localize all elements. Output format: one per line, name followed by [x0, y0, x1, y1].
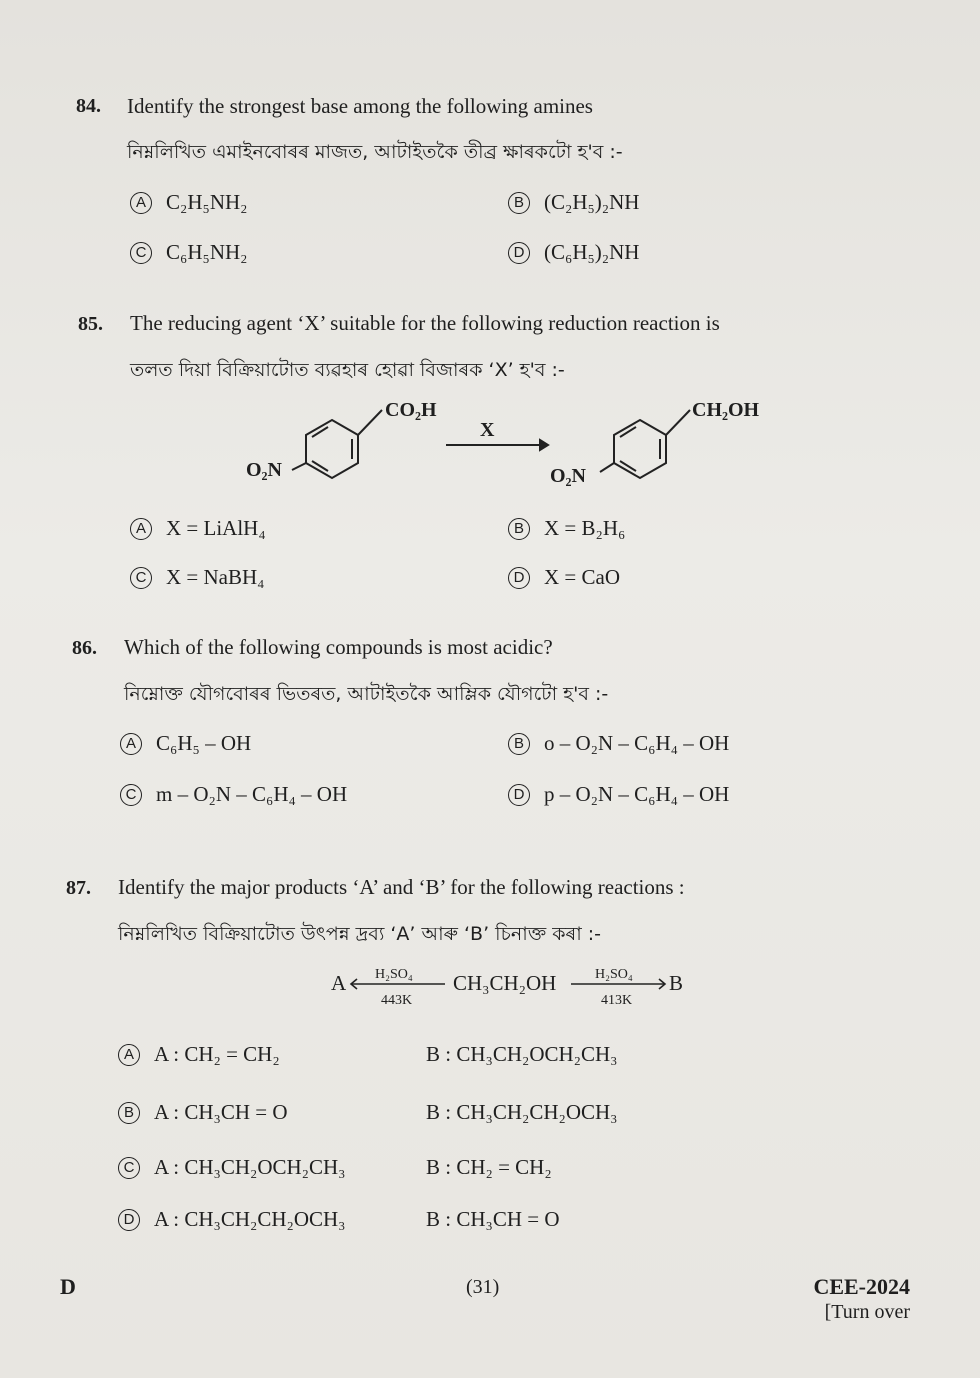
- product-benzene-ring: [600, 410, 690, 478]
- question-85-assamese: তলত দিয়া বিক্ৰিয়াটোত ব্যৱহাৰ হোৱা বিজাৰক ‘X’ হ'ব :-: [130, 359, 565, 381]
- option-text-a: A : CH₃CH = O: [154, 1100, 288, 1124]
- q86-option-d[interactable]: [508, 782, 729, 807]
- booklet-code: D: [60, 1274, 76, 1299]
- option-text-b: B : CH₃CH = O: [426, 1207, 560, 1231]
- q86-option-a[interactable]: [120, 731, 251, 756]
- question-86-text: Which of the following compounds is most acidic?: [124, 635, 553, 659]
- option-badge: C: [130, 242, 152, 264]
- q85-option-a[interactable]: [130, 516, 266, 541]
- option-text: p – O₂N – C₆H₄ – OH: [544, 782, 730, 806]
- option-badge: C: [118, 1157, 140, 1179]
- left-product-label: A: [331, 971, 347, 995]
- option-text-a: A : CH₃CH₂CH₂OCH₃: [154, 1207, 346, 1231]
- reactant-benzene-ring: [292, 410, 382, 478]
- reduction-reaction-diagram: [240, 392, 800, 502]
- q86-option-b[interactable]: [508, 731, 729, 756]
- q85-option-b[interactable]: [508, 516, 625, 541]
- option-text: C₆H₅ – OH: [156, 731, 252, 755]
- option-text-a: A : CH₂ = CH₂: [154, 1042, 280, 1066]
- option-badge: B: [508, 192, 530, 214]
- option-badge: D: [118, 1209, 140, 1231]
- option-text-b: B : CH₂ = CH₂: [426, 1155, 552, 1179]
- question-84-text: Identify the strongest base among the following amines: [127, 94, 593, 118]
- option-text: X = CaO: [544, 565, 621, 589]
- option-text: o – O₂N – C₆H₄ – OH: [544, 731, 730, 755]
- option-badge: D: [508, 242, 530, 264]
- right-product-label: B: [669, 971, 684, 995]
- question-86-number: 86.: [72, 637, 97, 659]
- option-text: (C₆H₅)₂NH: [544, 240, 640, 264]
- question-85-number: 85.: [78, 313, 103, 335]
- question-85-text: The reducing agent ‘X’ suitable for the following reduction reaction is: [130, 311, 720, 335]
- option-badge: C: [120, 784, 142, 806]
- product-substituent-left: O₂N: [550, 465, 586, 487]
- q84-option-d[interactable]: [508, 240, 639, 265]
- option-text: X = B₂H₆: [544, 516, 626, 540]
- option-badge: D: [508, 784, 530, 806]
- q87-option-a[interactable]: [118, 1042, 617, 1067]
- q87-option-c[interactable]: [118, 1155, 552, 1180]
- option-badge: A: [118, 1044, 140, 1066]
- option-text-a: A : CH₃CH₂OCH₂CH₃: [154, 1155, 346, 1179]
- q85-option-c[interactable]: [130, 565, 265, 590]
- option-text: (C₂H₅)₂NH: [544, 190, 640, 214]
- option-text: C₆H₅NH₂: [166, 240, 248, 264]
- question-84-assamese: নিম্নলিখিত এমাইনবোৰৰ মাজত, আটাইতকৈ তীব্ৰ ক্ষাৰকটো হ'ব :-: [127, 141, 623, 163]
- option-text: X = LiAlH₄: [166, 516, 266, 540]
- q87-option-d[interactable]: [118, 1207, 560, 1232]
- question-87-assamese: নিম্নলিখিত বিক্ৰিয়াটোত উৎপন্ন দ্ৰব্য ‘A’ আৰু ‘B’ চিনাক্ত কৰা :-: [118, 923, 602, 945]
- question-87-text: Identify the major products ‘A’ and ‘B’ for the following reactions :: [118, 875, 685, 899]
- option-text: C₂H₅NH₂: [166, 190, 248, 214]
- q84-option-b[interactable]: [508, 190, 639, 215]
- reactant-substituent-left: O₂N: [246, 459, 282, 481]
- q84-option-c[interactable]: [130, 240, 247, 265]
- option-text-b: B : CH₃CH₂OCH₂CH₃: [426, 1042, 618, 1066]
- exam-code: CEE-2024: [813, 1274, 910, 1299]
- question-86-assamese: নিম্নোক্ত যৌগবোৰৰ ভিতৰত, আটাইতকৈ আম্লিক যৌগটো হ'ব :-: [124, 683, 609, 705]
- q85-option-d[interactable]: [508, 565, 620, 590]
- option-badge: B: [508, 518, 530, 540]
- option-badge: A: [120, 733, 142, 755]
- reagent-label: X: [480, 419, 495, 441]
- reaction-arrow: [446, 440, 548, 450]
- q84-option-a[interactable]: [130, 190, 247, 215]
- ethanol-reaction-scheme: [325, 960, 705, 1012]
- option-badge: D: [508, 567, 530, 589]
- option-text: m – O₂N – C₆H₄ – OH: [156, 782, 348, 806]
- product-substituent-top: CH₂OH: [692, 399, 760, 421]
- left-reagent: H₂SO₄: [375, 967, 413, 982]
- option-badge: A: [130, 192, 152, 214]
- option-badge: B: [118, 1102, 140, 1124]
- option-text: X = NaBH₄: [166, 565, 265, 589]
- option-badge: A: [130, 518, 152, 540]
- option-badge: C: [130, 567, 152, 589]
- question-84-number: 84.: [76, 95, 101, 117]
- turn-over-note: [Turn over: [824, 1301, 910, 1323]
- q86-option-c[interactable]: [120, 782, 347, 807]
- right-reagent: H₂SO₄: [595, 967, 633, 982]
- question-87-number: 87.: [66, 877, 91, 899]
- right-temperature: 413K: [601, 993, 633, 1008]
- option-badge: B: [508, 733, 530, 755]
- left-temperature: 443K: [381, 993, 413, 1008]
- option-text-b: B : CH₃CH₂CH₂OCH₃: [426, 1100, 618, 1124]
- reactant-substituent-top: CO₂H: [385, 399, 437, 421]
- q87-option-b[interactable]: [118, 1100, 617, 1125]
- ethanol-label: CH₃CH₂OH: [453, 971, 557, 995]
- page-number: (31): [466, 1276, 500, 1298]
